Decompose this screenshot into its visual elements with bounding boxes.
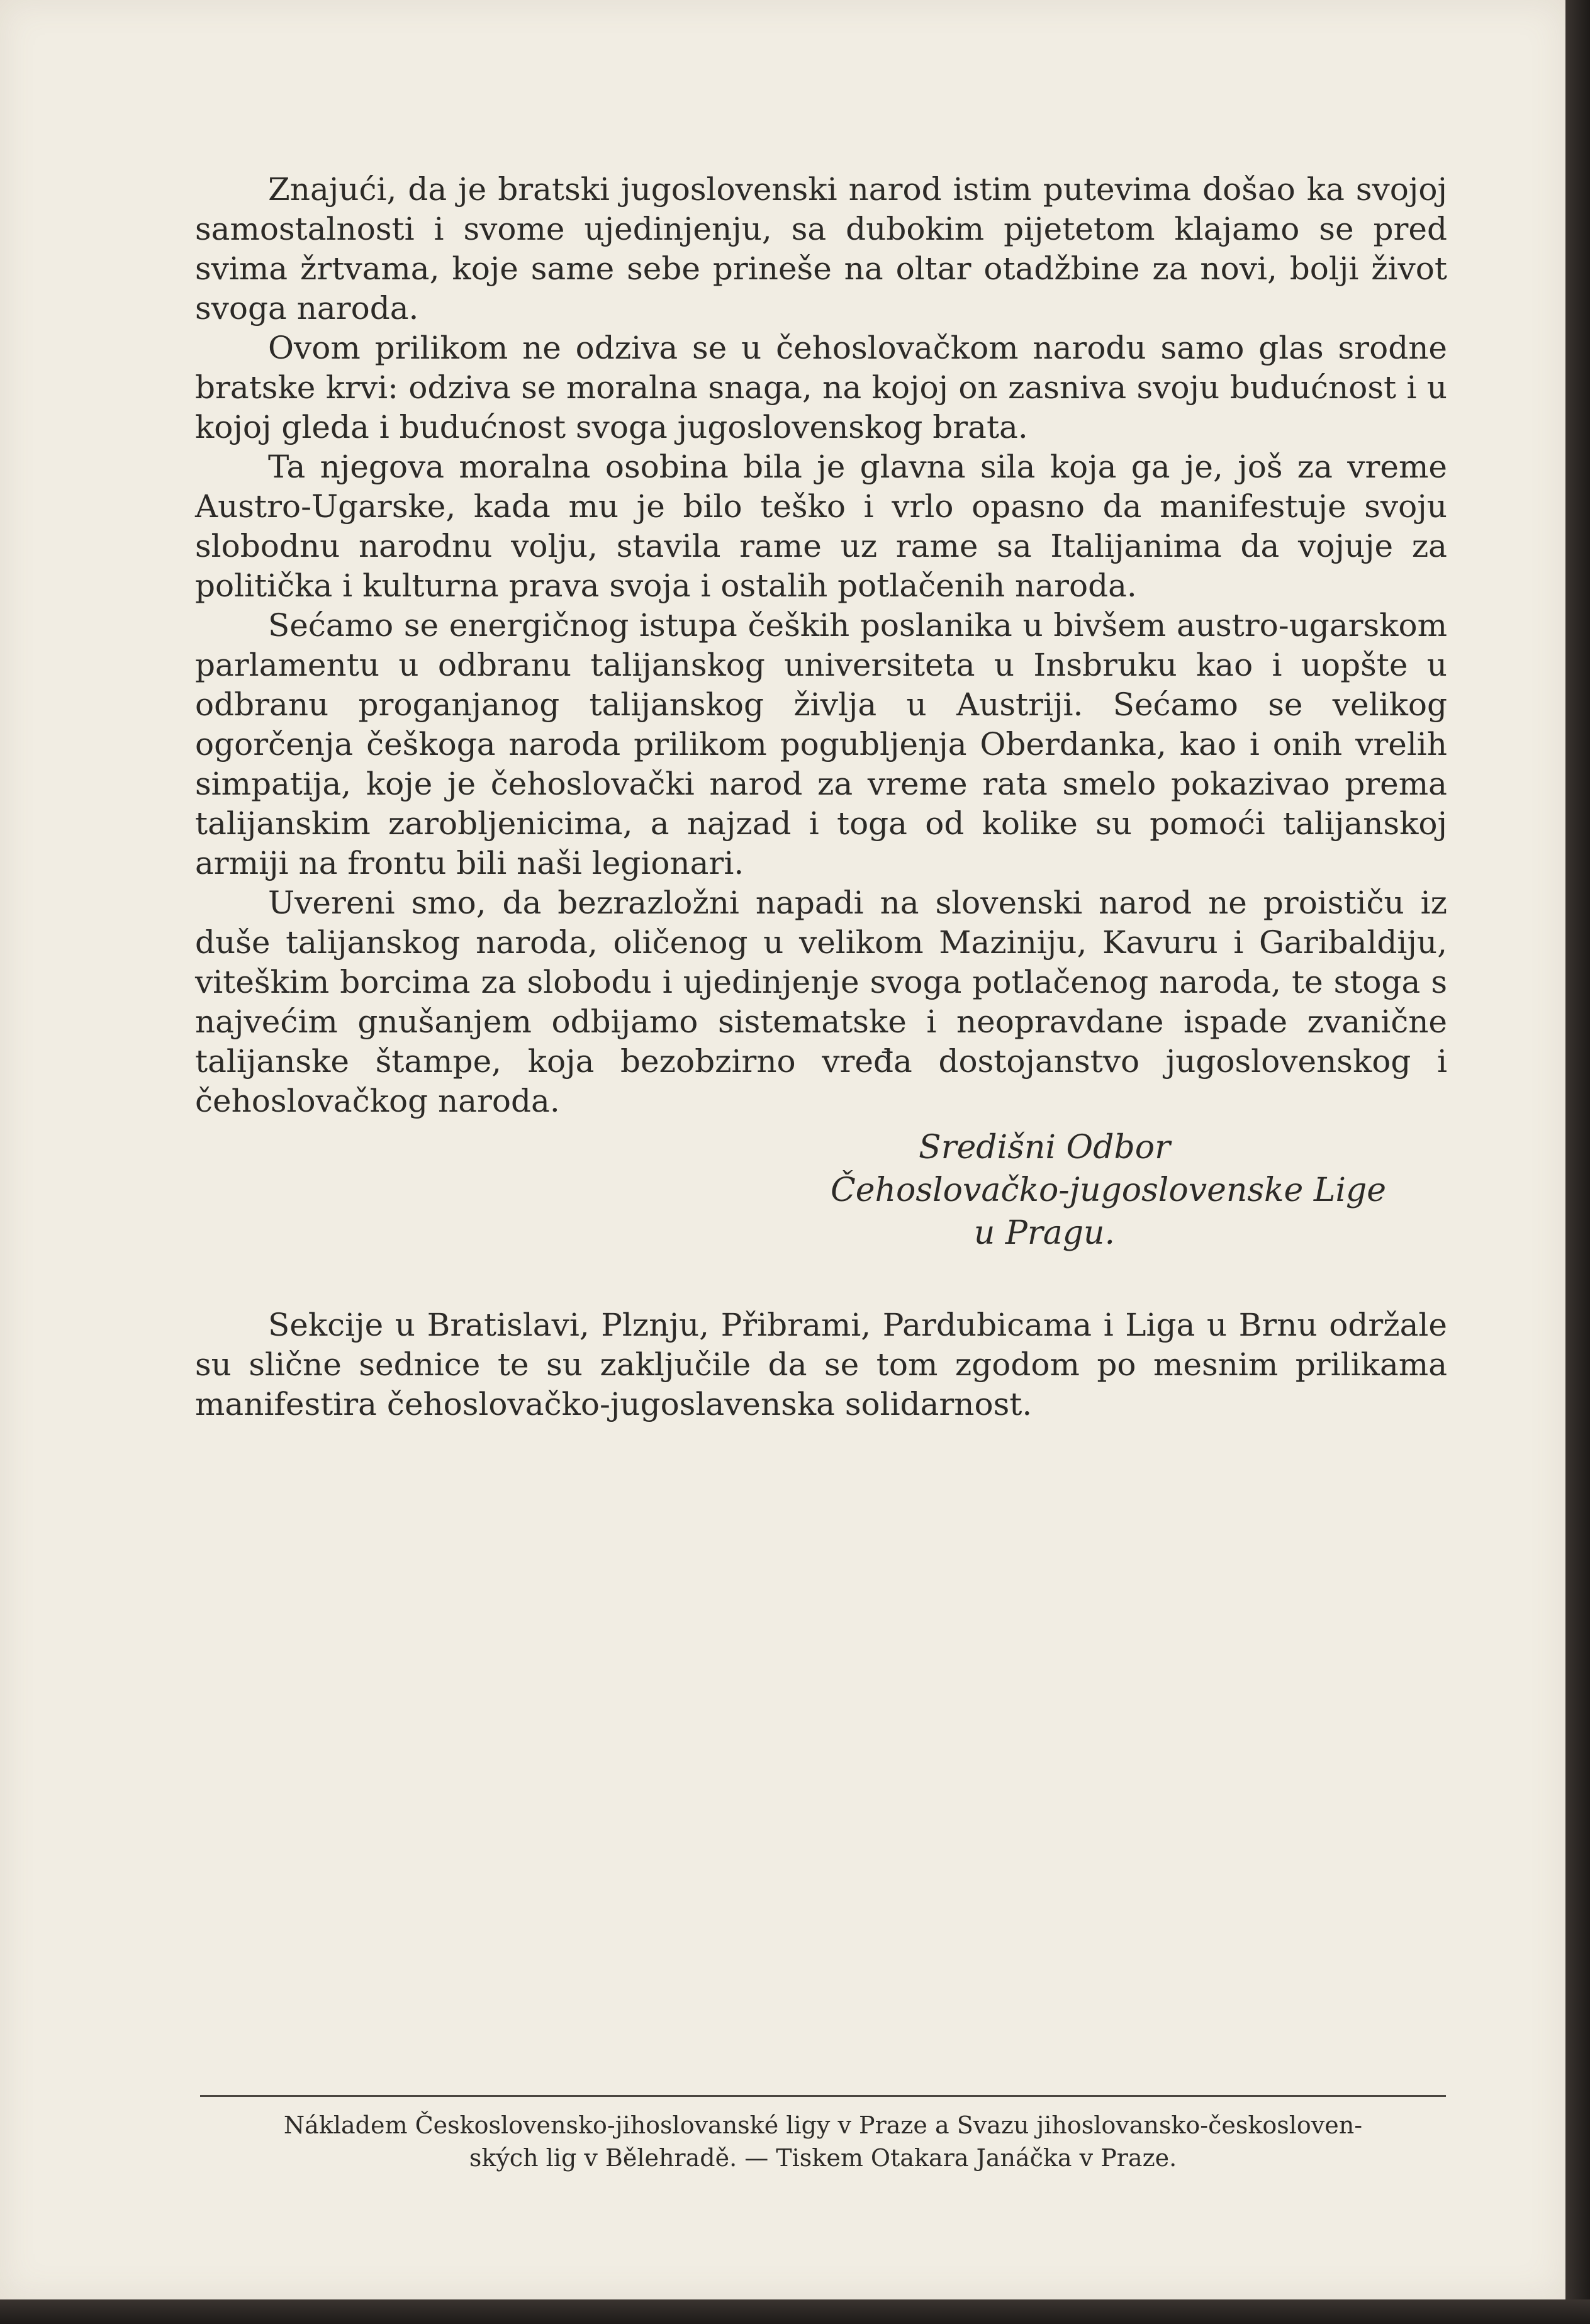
signature-line-3: u Pragu. <box>973 1214 1116 1252</box>
signature-line-1: Središni Odbor <box>919 1129 1170 1166</box>
publisher-footer <box>200 2109 1446 2174</box>
paragraph-1: Znajući, da je bratski jugoslovenski narod istim putevima došao ka svojoj samostalnosti i svome ujedinjenju, sa dubokim pijetetom klajamo se pred svima žrtvama, koje same sebe prineše na oltar otadžbine za novi, bolji život svoga naroda. <box>195 171 1447 327</box>
scan-edge-right <box>1565 0 1590 2324</box>
footer-line-1: Nákladem Československo-jihoslovanské ligy v Praze a Svazu jihoslovansko-českosloven- <box>283 2111 1363 2139</box>
footer-divider <box>200 2095 1446 2097</box>
scan-edge-bottom <box>0 2299 1590 2324</box>
signature-line-2: Čehoslovačko-jugoslovenske Lige <box>831 1171 1387 1209</box>
sections-paragraph: Sekcije u Bratislavi, Plznju, Přibrami, Pardubicama i Liga u Brnu održale su slične sednice te su zaključile da se tom zgodom po mesnim prilikama manifestira čehoslovačko-jugoslavenska solidarnost. <box>195 1307 1447 1422</box>
letter-body <box>195 170 1447 1121</box>
paragraph-4: Sećamo se energičnog istupa čeških poslanika u bivšem austro-ugarskom parlamentu u odbranu talijanskog universiteta u Insbruku kao i uopšte u odbranu proganjanog talijanskog življa u Austriji. Sećamo se velikog ogorčenja češkoga naroda prilikom pogubljenja Oberdanka, kao i onih vrelih simpatija, koje je čehoslovački narod za vreme rata smelo pokazivao prema talijanskim zarobljenicima, a najzad i toga od kolike su pomoći talijanskoj armiji na frontu bili naši legionari. <box>195 607 1447 881</box>
paragraph-3: Ta njegova moralna osobina bila je glavna sila koja ga je, još za vreme Austro-Ugarske, kada mu je bilo teško i vrlo opasno da manifestuje svoju slobodnu narodnu volju, stavila rame uz rame sa Italijanima da vojuje za politička i kulturna prava svoja i ostalih potlačenih naroda. <box>195 449 1447 604</box>
sections-note <box>195 1305 1447 1424</box>
paragraph-2: Ovom prilikom ne odziva se u čehoslovačkom narodu samo glas srodne bratske krvi: odziva se moralna snaga, na kojoj on zasniva svoju budućnost i u kojoj gleda i budućnost svoga jugoslovenskog brata. <box>195 330 1447 445</box>
signature-block <box>831 1126 1387 1254</box>
footer-line-2: ských lig v Bělehradě. — Tiskem Otakara Janáčka v Praze. <box>469 2144 1177 2172</box>
paragraph-5: Uvereni smo, da bezrazložni napadi na slovenski narod ne proističu iz duše talijanskog naroda, oličenog u velikom Maziniju, Kavuru i Garibaldiju, viteškim borcima za slobodu i ujedinjenje svoga potlačenog naroda, te stoga s najvećim gnušanjem odbijamo sistematske i neopravdane ispade zvanične talijanske štampe, koja bezobzirno vređa dostojanstvo jugoslovenskog i čehoslovačkog naroda. <box>195 885 1447 1119</box>
